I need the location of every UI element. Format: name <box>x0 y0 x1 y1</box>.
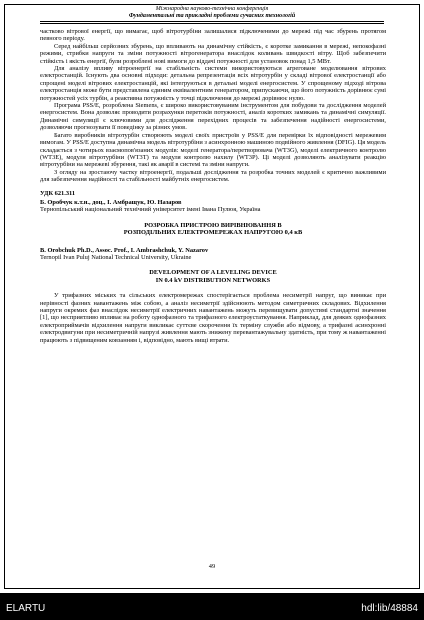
article-title-ua-line-1: РОЗРОБКА ПРИСТРОЮ ВИРІВНЮВАННЯ В <box>144 221 282 229</box>
affiliation-en: Ternopil Ivan Puluj National Technical University, Ukraine <box>40 253 192 261</box>
article-title-en-line-2: IN 0.4 kV DISTRIBUTION NETWORKS <box>155 276 271 284</box>
header-rule <box>40 21 384 22</box>
article-title-ua-line-2: РОЗПОДІЛЬНИХ ЕЛЕКТРОМЕРЕЖАХ НАПРУГОЮ 0,4 кВ <box>123 229 303 237</box>
running-header <box>40 6 384 20</box>
udk-code: УДК 621.311 <box>40 189 76 197</box>
abstract-paragraph: У трифазних міських та сільських електромережах спостерігається проблема несиметрії напруг, що виникає при нерівності фазних навантажень між собою, а аналіз несиметрії здійснюють методом симетричних складових. Відхилення напруги окремих фаз внаслідок несиметрії електричних навантажень можуть перевищувати допустимі стандартні значення [1], що несприятливо впливає на роботу однофазного та трифазного електроустаткування. Наприклад, для деяких однофазних електроприймачів відхилення напруги викликає суттєве скорочення їх терміну служби або відмову, а трифазні асинхронні електродвигуни при несиметричній напрузі живлення мають знижену перевантажувальну здатність, при тому ж навантаженні працюють з підвищеним ковзанням і, відповідно, мають вищі втрати. <box>40 292 386 344</box>
article-body <box>40 28 386 344</box>
affiliation-ua: Тернопільський національний технічний університет імені Івана Пулюя, Україна <box>40 206 261 214</box>
authors-ua: Б. Оробчук к.т.н., доц., І. Амбращук, Ю. Назаров <box>40 198 182 206</box>
authors-en: B. Orobchuk Ph.D., Assoc. Prof., I. Ambrashchuk, Y. Nazarov <box>40 246 209 254</box>
paragraph: З огляду на зростаючу частку вітроенергії, подальші дослідження та розробка точних моделей є критично важливими для забезпечення надійності та стабільності майбутніх енергосистем. <box>40 168 386 184</box>
page-number: 49 <box>208 563 216 570</box>
repository-name: ELARTU <box>6 603 46 614</box>
paragraph: Програма PSS/E, розроблена Siemens, є широко використовуваним інструментом для побудови та дослідження моделей енергосистем. Вона дозволяє проводити розрахунки перетоків потужності, аналіз коротких замикань та динамічні симуляції. Динамічні симуляції є ключовими для дослідження перехідних процесів та забезпечення надійності енергосистеми, дозволяючи прогнозувати її поведінку за різних умов. <box>40 102 386 132</box>
article-title-en-line-1: DEVELOPMENT OF A LEVELING DEVICE <box>149 269 277 277</box>
conference-name: Міжнародна науково-технічна конференція <box>155 6 269 12</box>
paragraph: Багато виробників вітротурбін створюють моделі своїх пристроїв у PSS/E для перевірки їх відповідності мережевим вимогам. У PSS/E доступна динамічна модель вітротурбіни з асинхронною машиною подвійного живлення (DFIG). Ця модель складається з чотирьох взаємопов'язаних модулів: моделі генератора/перетворювача (WT3G), моделі електричного контролю (WT3E), модуля вітротурбіни (WT3T) та модуля контролю нахилу (WT3P). Ці моделі дозволяють аналізувати реакцію вітротурбіни на мережеві збурення, такі як аварії в системі та зміни напруги. <box>40 131 386 169</box>
conference-title: Фундаментальні та прикладні проблеми сучасних технологій <box>128 13 296 19</box>
paragraph: Для аналізу впливу вітроенергії на стабільність системи використовуються агреговане моделювання вітрових електростанцій. Існують два основні підходи: детальна репрезентація всіх вітротурбін у складі вітрової електростанції або спрощені моделі вітрових електростанцій, які інтегруються в детальні моделі енергосистем. У спрощеному підході вітрова електростанція може бути представлена єдиним еквівалентним генератором, припускаючи, що його потужність дорівнює сумі потужностей усіх турбін, а реактивна потужність у точці підключення до мережі дорівнює нулю. <box>40 65 386 102</box>
paragraph: частково вітрової енергії, що вимагає, щоб вітротурбіни залишалися підключеними до мережі під час збурень протягом певного періоду. <box>40 28 386 43</box>
header-rule-secondary <box>40 23 384 24</box>
repository-footer <box>0 596 424 620</box>
handle-link[interactable]: hdl:lib/48884 <box>361 603 418 614</box>
paragraph: Серед найбільш серйозних збурень, що впливають на динамічну стійкість, є коротке замикання в мережі, непокофазні режими, стрибки напруги та зміни потужності вітрогенератора внаслідок коливань швидкості вітру. Щоб забезпечити стійкість і якість енергії, були розроблені нові вимоги до віддачі потужності для установок понад 1,5 МВт. <box>40 42 386 65</box>
